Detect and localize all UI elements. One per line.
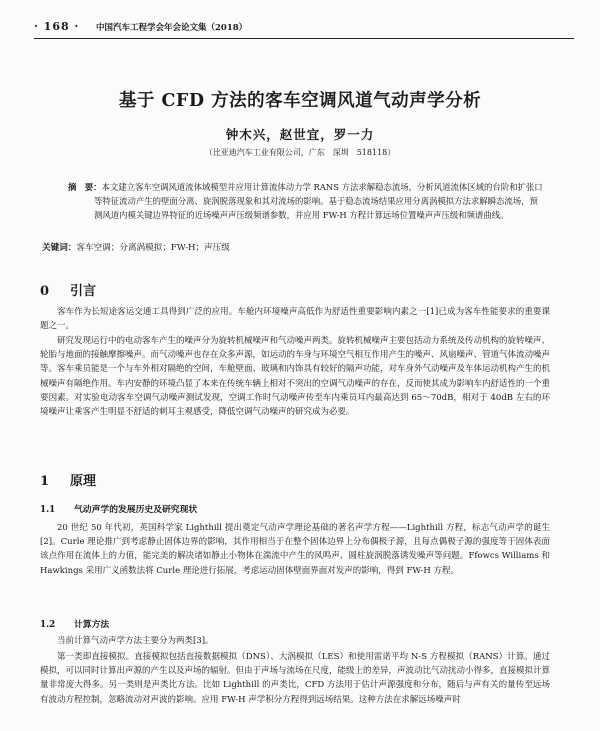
paragraph-intro-1 <box>40 305 550 333</box>
section-title: 原理 <box>70 474 97 489</box>
keywords <box>42 241 542 253</box>
subsection-number: 1.1 <box>40 505 56 515</box>
subsection-title: 计算方法 <box>74 620 110 630</box>
paragraph-text: 研究发现运行中的电动客车产生的噪声分为旋转机械噪声和气动噪声两类。旋转机械噪声主要包括动力系统及传动机构的旋转噪声、轮胎与地面的接触摩擦噪声。而气动噪声也存在众多声源，如运动的车身与环境空气相互作用产生的噪声、风扇噪声、管道气体流动噪声等。客车乘员能是一个与车外相对隔绝的空间，车舱壁面、玻璃和内饰具有较好的隔声功能，对车身外气动噪声及车体运动机构产生的机械噪声有隔绝作用。车内安静的环境凸显了本来在传统车辆上相对不突出的空调气动噪声的存在，反而使其成为影响车内舒适性的一个重要因素。对实验电动客车空调气动噪声测试发现，空调工作时气动噪声传至车内乘员耳内最高达到 65～70dB，相对于 40dB 左右的环境噪声让乘客产生明显不舒适的刺耳主观感受，降低空调气动噪声的研究成为必要。 <box>40 336 551 418</box>
authors: 钟木兴，赵世宜，罗一力 <box>225 127 375 142</box>
paper-title: 基于 CFD 方法的客车空调风道气动声学分析 <box>118 91 482 111</box>
section-title: 引言 <box>70 284 97 299</box>
paragraph-text: 第一类即直接模拟。直接模拟包括直接数据模拟（DNS）、大涡模拟（LES）和使用雷诺平均 N-S 方程模拟（RANS）计算。通过模拟，可以同时计算出声源的产生以及声场的辐射。但由于声场与流场在尺度，能级上的差异，声波动比气动扰动小得多，直接模拟计算量非常庞大得多。另一类则是声类比方法。比如 Lighthill 的声类比，CFD 方法用于估计声源强度和分布，随后与声有关的量传至远场有波动方程控制，忽略流动对声波的影响。应用 FW-H 声学积分方程得到远场结果。这种方法在求解远场噪声时 <box>40 652 551 705</box>
section-number: 0 <box>40 284 50 299</box>
page-number: · 168 · <box>34 20 80 33</box>
keywords-text: 客车空调；分离涡模拟；FW-H；声压级 <box>76 243 230 253</box>
section-heading-intro <box>40 280 96 299</box>
journal-name: 中国汽车工程学会年会论文集（2018） <box>96 23 248 33</box>
section-number: 1 <box>40 474 50 489</box>
paragraph-intro-2 <box>40 334 550 419</box>
paragraph-text: 20 世纪 50 年代初，英国科学家 Lighthill 提出奠定气动声学理论基础的著名声学方程——Lighthill 方程，标志气动声学的诞生[2]。Curle 理论推广到考虑静止固体边界的影响，其作用相当于在整个固体边界上分布偶极子源，且每点偶极子源的强度等于固体表面该点作用在流体上的力值，能完美的解决诸如静止小物体在湍流中产生的风鸣声、圆柱旋涡脱落诱发噪声等问题。Ffowcs Williams 和 Hawkings 采用广义函数法将 Curle 理论进行拓展，考虑运动固体壁面界面对发声的影响，得到 FW-H 方程。 <box>40 523 550 576</box>
abstract-label: 摘 要： <box>68 182 102 192</box>
header-rule <box>34 38 574 39</box>
paragraph-history <box>40 521 550 578</box>
paragraph-text: 当前计算气动声学方法主要分为两类[3]。 <box>57 636 214 646</box>
section-heading-principle <box>40 470 96 489</box>
paragraph-text: 客车作为长短途客运交通工具得到广泛的应用。车舱内环境噪声高低作为舒适性重要影响内素之一[1]已成为客车性能要求的重要课题之一。 <box>40 307 550 332</box>
affiliation: （比亚迪汽车工业有限公司，广东 深圳 518118） <box>204 148 396 157</box>
running-header <box>34 20 574 38</box>
keywords-label: 关键词： <box>42 243 77 253</box>
subsection-number: 1.2 <box>40 620 56 630</box>
abstract <box>68 180 544 223</box>
paragraph-method-1 <box>40 634 550 648</box>
subsection-title: 气动声学的发展历史及研究现状 <box>74 505 198 515</box>
subsection-heading-history <box>40 502 197 515</box>
abstract-text: 本文建立客车空调风道流体域模型并应用计算流体动力学 RANS 方法求解稳态流场，分析风道流体区域的台阶和扩张口等特征流动产生的壁面分离、旋涡脱落现象和其对流场的影响。基于稳态流场结果应用分离涡模拟方法求解瞬态流场，预测风道内模关键边界特征的近场噪声声压级频谱参数，并应用 FW-H 方程计算远场位置噪声声压级和频谱曲线。 <box>94 182 543 221</box>
subsection-heading-method <box>40 617 109 630</box>
paragraph-method-2 <box>40 650 550 707</box>
